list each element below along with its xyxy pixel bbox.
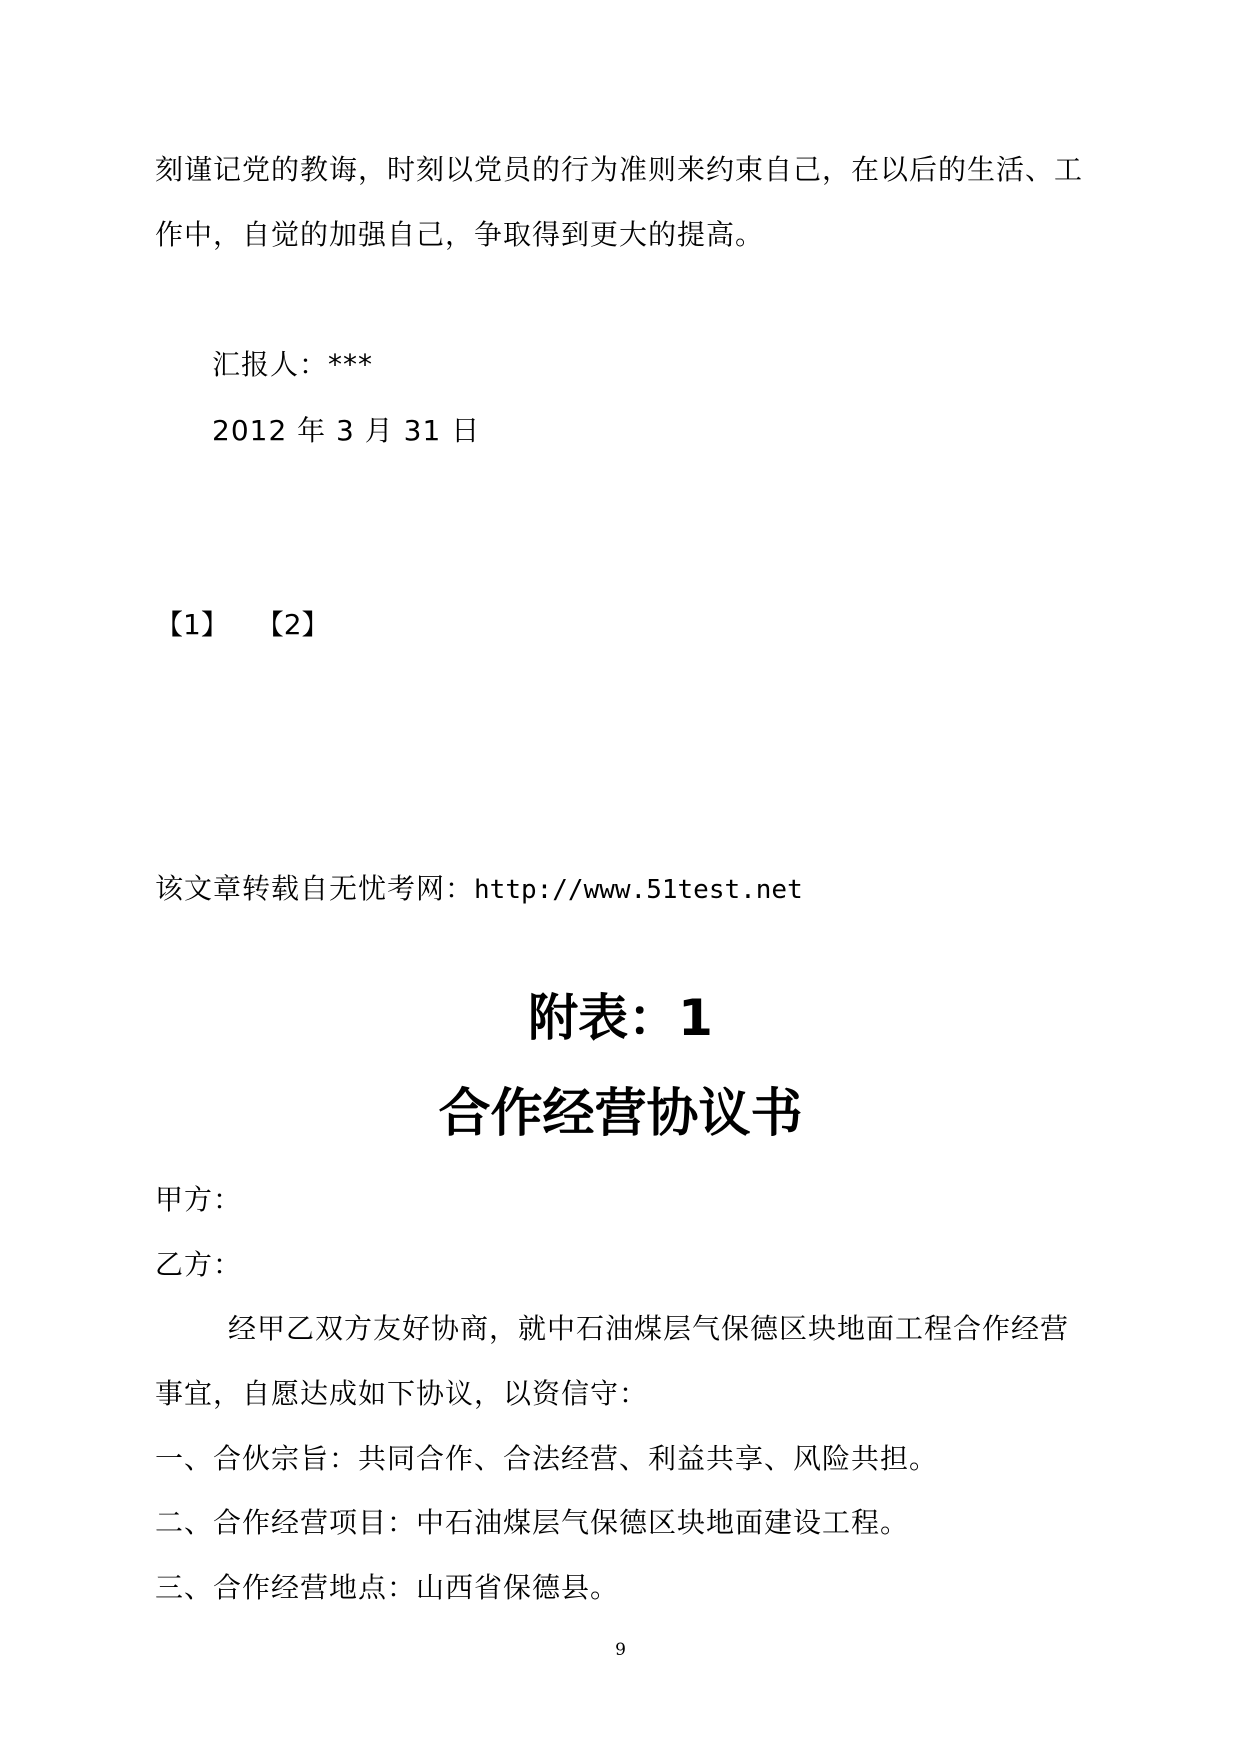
page-link-1[interactable]: 【1】 xyxy=(155,608,229,641)
source-label: 该文章转载自无忧考网： xyxy=(155,872,475,905)
intro-paragraph-line-1: 经甲乙双方友好协商，就中石油煤层气保德区块地面工程合作经营 xyxy=(228,1312,1070,1345)
agreement-title: 合作经营协议书 xyxy=(438,1084,803,1144)
clause-2: 二、合作经营项目：中石油煤层气保德区块地面建设工程。 xyxy=(155,1506,910,1539)
source-note xyxy=(155,872,1095,907)
page-link-2[interactable]: 【2】 xyxy=(255,608,330,641)
reporter-signature: 汇报人：*** xyxy=(212,348,374,381)
report-date: 2012 年 3 月 31 日 xyxy=(212,414,481,447)
party-a-field: 甲方： xyxy=(155,1183,243,1216)
appendix-label: 附表：1 xyxy=(528,989,713,1047)
closing-line-2: 作中，自觉的加强自己，争取得到更大的提高。 xyxy=(155,218,765,251)
party-b-field: 乙方： xyxy=(155,1248,243,1281)
closing-line-1: 刻谨记党的教诲，时刻以党员的行为准则来约束自己，在以后的生活、工 xyxy=(155,153,1084,186)
pagination-links xyxy=(155,608,1095,642)
clause-1: 一、合伙宗旨：共同合作、合法经营、利益共享、风险共担。 xyxy=(155,1442,939,1475)
page-number: 9 xyxy=(615,1640,626,1660)
intro-paragraph-line-2: 事宜，自愿达成如下协议，以资信守： xyxy=(155,1377,649,1410)
source-url[interactable]: http://www.51test.net xyxy=(474,875,803,905)
clause-3: 三、合作经营地点：山西省保德县。 xyxy=(155,1571,620,1604)
